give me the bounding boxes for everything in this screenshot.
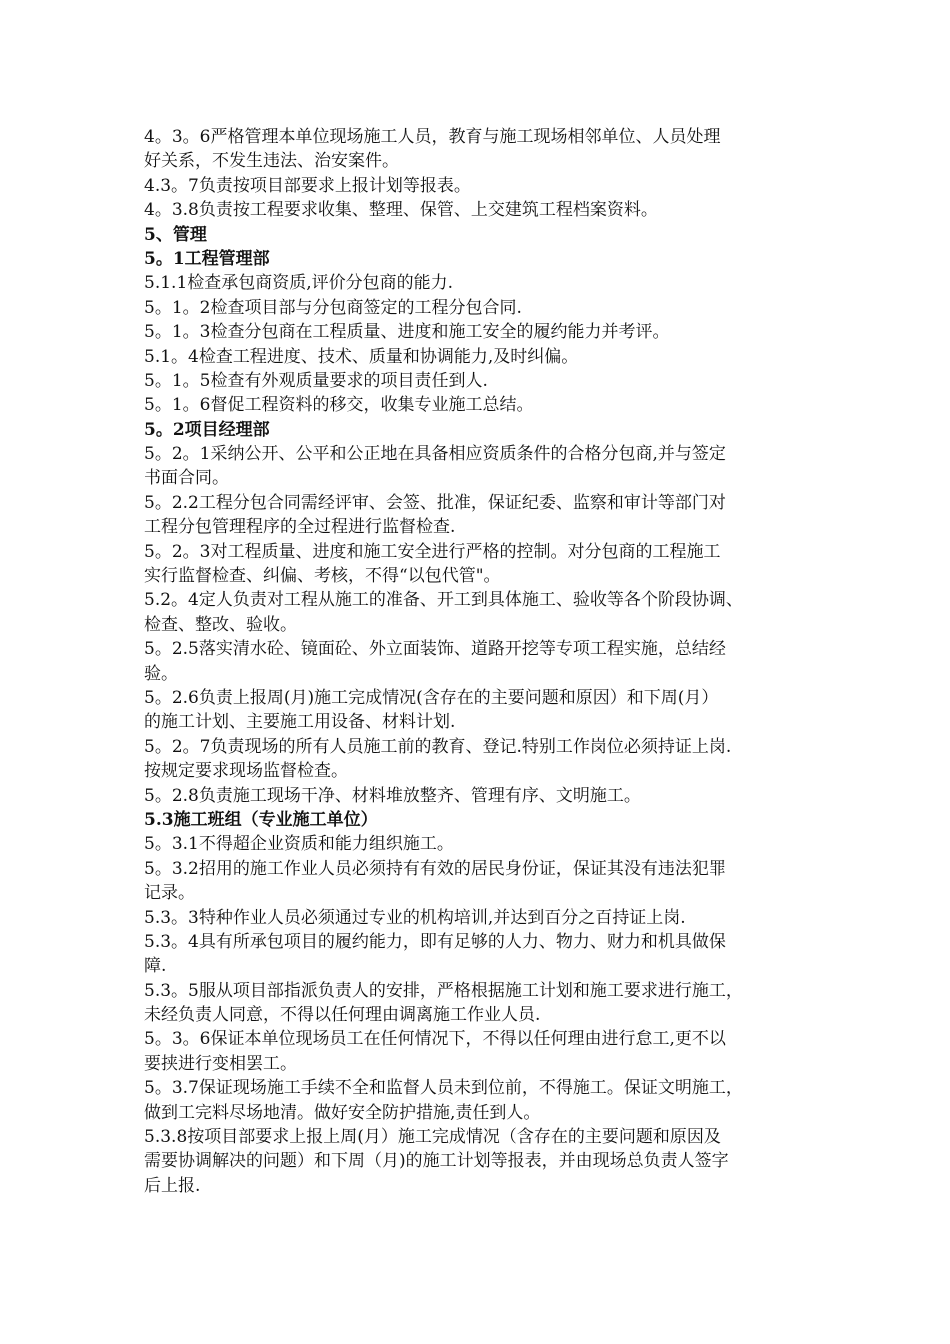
text-line: 需要协调解决的问题）和下周（月)的施工计划等报表，并由现场总负责人签字: [144, 1151, 729, 1172]
text-line: 5。2.2工程分包合同需经评审、会签、批准，保证纪委、监察和审计等部门对: [144, 492, 726, 513]
text-line: 5.2。4定人负责对工程从施工的准备、开工到具体施工、验收等各个阶段协调、: [144, 590, 743, 611]
text-line: 5.1。4检查工程进度、技术、质量和协调能力,及时纠偏。: [144, 346, 579, 367]
text-line: 5.3。4具有所承包项目的履约能力，即有足够的人力、物力、财力和机具做保: [144, 931, 726, 952]
text-line: 5。1。6督促工程资料的移交，收集专业施工总结。: [144, 395, 534, 416]
text-line: 记录。: [144, 883, 195, 904]
text-line: 工程分包管理程序的全过程进行监督检查.: [144, 517, 456, 538]
text-line: 5。2.5落实清水砼、镜面砼、外立面装饰、道路开挖等专项工程实施，总结经: [144, 639, 726, 660]
text-line: 5.3。5服从项目部指派负责人的安排，严格根据施工计划和施工要求进行施工，: [144, 980, 743, 1001]
text-line: 4.3。7负责按项目部要求上报计划等报表。: [144, 175, 471, 196]
text-line: 5。1。5检查有外观质量要求的项目责任到人.: [144, 370, 488, 391]
text-line: 要挟进行变相罢工。: [144, 1053, 297, 1074]
text-line: 障.: [144, 956, 167, 977]
text-line: 5。3.2招用的施工作业人员必须持有有效的居民身份证，保证其没有违法犯罪: [144, 858, 726, 879]
text-line: 5。1。3检查分包商在工程质量、进度和施工安全的履约能力并考评。: [144, 322, 670, 343]
text-line: 检查、整改、验收。: [144, 614, 297, 635]
text-line: 按规定要求现场监督检查。: [144, 761, 348, 782]
text-line: 5.3。3特种作业人员必须通过专业的机构培训,并达到百分之百持证上岗.: [144, 907, 686, 928]
text-line: 5。2。7负责现场的所有人员施工前的教育、登记.特别工作岗位必须持证上岗.: [144, 736, 732, 757]
text-line: 验。: [144, 663, 178, 684]
text-line: 实行监督检查、纠偏、考核，不得“以包代管"。: [144, 566, 501, 587]
text-line: 5。2.6负责上报周(月)施工完成情况(含存在的主要问题和原因）和下周(月）: [144, 687, 719, 708]
section-heading: 5。2项目经理部: [144, 419, 270, 440]
text-line: 5。2。3对工程质量、进度和施工安全进行严格的控制。对分包商的工程施工: [144, 541, 721, 562]
text-line: 5。1。2检查项目部与分包商签定的工程分包合同.: [144, 297, 522, 318]
text-line: 5。3。6保证本单位现场员工在任何情况下，不得以任何理由进行怠工,更不以: [144, 1029, 726, 1050]
section-heading: 5、管理: [144, 224, 207, 245]
text-line: 5。2。1采纳公开、公平和公正地在具备相应资质条件的合格分包商,并与签定: [144, 444, 726, 465]
document-body: [144, 125, 824, 1198]
text-line: 后上报.: [144, 1175, 201, 1196]
text-line: 好关系，不发生违法、治安案件。: [144, 151, 399, 172]
text-line: 未经负责人同意，不得以任何理由调离施工作业人员.: [144, 1005, 541, 1026]
text-line: 4。3.8负责按工程要求收集、整理、保管、上交建筑工程档案资料。: [144, 200, 658, 221]
text-line: 做到工完料尽场地清。做好安全防护措施,责任到人。: [144, 1102, 541, 1123]
text-line: 5。2.8负责施工现场干净、材料堆放整齐、管理有序、文明施工。: [144, 785, 641, 806]
text-line: 5。3.7保证现场施工手续不全和监督人员未到位前，不得施工。保证文明施工，: [144, 1078, 743, 1099]
text-line: 5。3.1不得超企业资质和能力组织施工。: [144, 834, 454, 855]
section-heading: 5.3施工班组（专业施工单位）: [144, 809, 378, 830]
text-line: 5.3.8按项目部要求上报上周(月）施工完成情况（含存在的主要问题和原因及: [144, 1127, 721, 1148]
text-line: 5.1.1检查承包商资质,评价分包商的能力.: [144, 273, 454, 294]
section-heading: 5。1工程管理部: [144, 248, 270, 269]
text-line: 书面合同。: [144, 468, 229, 489]
text-line: 的施工计划、主要施工用设备、材料计划.: [144, 712, 456, 733]
text-line: 4。3。6严格管理本单位现场施工人员，教育与施工现场相邻单位、人员处理: [144, 127, 721, 147]
